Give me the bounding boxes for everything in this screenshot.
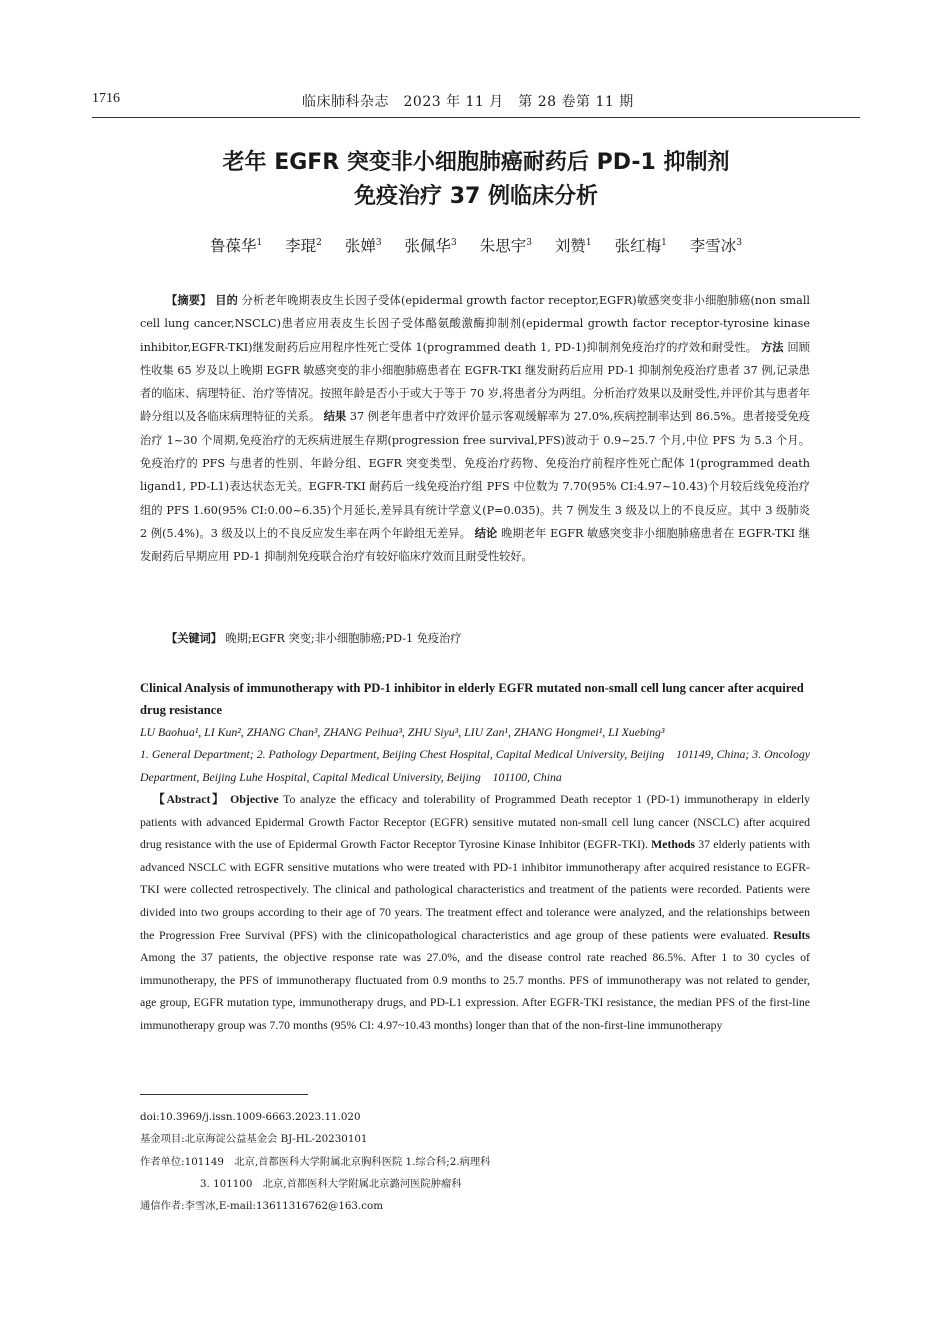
page-number: 1716 — [92, 91, 120, 106]
footnote-divider — [140, 1094, 308, 1095]
affiliation-line-2: 3. 101100 北京,首都医科大学附属北京潞河医院肿瘤科 — [200, 1177, 462, 1190]
author: 张佩华$^3$ — [404, 237, 457, 255]
objective-text-en: To analyze the efficacy and tolerability of Programmed Death receptor 1 (PD-1) immunotherapy in elderly patients with advanced Epidermal Growth Factor Receptor (EGFR) sensitive mutated non-small cell lung cancer (NSCLC) after acquired drug resistance with the use of Epidermal Growth Factor Receptor Tyrosine Kinase Inhibitor (EGFR-TKI). — [140, 792, 810, 852]
doi: doi:10.3969/j.issn.1009-6663.2023.11.020 — [140, 1111, 361, 1123]
objective-text: 分析老年晚期表皮生长因子受体(epidermal growth factor receptor,EGFR)敏感突变非小细胞肺癌(non small cell lung cancer,NSCLC)患者应用表皮生长因子受体酪氨酸激酶抑制剂(epidermal growth factor receptor-tyrosine kinase inhibitor,EGFR-TKI)继发耐药后应用程序性死亡受体 1(programmed death 1, PD-1)抑制剂免疫治疗的疗效和耐受性。 — [140, 294, 810, 354]
author: 张红梅$^1$ — [614, 237, 667, 255]
article-title — [92, 146, 860, 214]
author: 李琨$^2$ — [285, 237, 322, 255]
author-list — [92, 234, 860, 256]
methods-label: 方法 — [760, 340, 784, 354]
footnotes — [140, 1106, 810, 1217]
author: 刘赞$^1$ — [554, 237, 592, 255]
abstract-label: 【摘要】 — [166, 294, 212, 307]
author: 张婵$^3$ — [344, 237, 382, 255]
abstract-english — [140, 788, 810, 1037]
abstract-chinese — [140, 289, 810, 569]
results-label: 结果 — [323, 410, 347, 424]
abstract-label-en: 【Abstract】 — [153, 792, 226, 806]
running-header — [92, 89, 860, 118]
corresponding-author: 通信作者:李雪冰,E-mail:13611316762@163.com — [140, 1200, 383, 1213]
conclusion-text: 晚期老年 EGFR 敏感突变非小细胞肺癌患者在 EGFR-TKI 继发耐药后早期应用 PD-1 抑制剂免疫联合治疗有较好临床疗效而且耐受性较好。 — [140, 526, 810, 564]
fund-info: 基金项目:北京海淀公益基金会 BJ-HL-20230101 — [140, 1133, 368, 1146]
methods-text-en: 37 elderly patients with advanced NSCLC with EGFR sensitive mutations who were treated with PD-1 inhibitor immunotherapy after acquired resistance to EGFR-TKI were collected retrospectively. The clinical and pathological characteristics and treatment of the patients were recorded. Patients were divided into two groups according to their age of 70 years. The treatment effect and tolerance were analyzed, and the relationships between the Progression Free Survival (PFS) with the clinicopathological characteristics and age group of these patients were evaluated. — [140, 837, 811, 942]
author: 朱思宇$^3$ — [479, 237, 532, 255]
english-title: Clinical Analysis of immunotherapy with PD-1 inhibitor in elderly EGFR mutated non-small cell lung cancer after acquired drug resistance — [140, 681, 804, 717]
title-line-1: 老年 EGFR 突变非小细胞肺癌耐药后 PD-1 抑制剂 — [222, 150, 730, 175]
keywords-chinese — [140, 628, 810, 650]
english-affiliations: 1. General Department; 2. Pathology Department, Beijing Chest Hospital, Capital Medical University, Beijing 101149, China; 3. Oncology Department, Beijing Luhe Hospital, Capital Medical University, Beijing 101100, China — [140, 747, 810, 784]
conclusion-label: 结论 — [474, 526, 498, 540]
results-text-en: Among the 37 patients, the objective response rate was 27.0%, and the disease control rate reached 86.5%. After 1 to 30 cycles of immunotherapy, the PFS of immunotherapy fluctuated from 0.9 months to 25.7 months. PFS of immunotherapy was not related to gender, age group, EGFR mutation type, immunotherapy drugs, and PD-L1 expression. After EGFR-TKI resistance, the median PFS of the first-line immunotherapy group was 7.70 months (95% CI: 4.97~10.43 months) longer than that of the non-first-line immunotherapy — [140, 950, 810, 1032]
results-label-en: Results — [773, 927, 811, 942]
methods-text: 回顾性收集 65 岁及以上晚期 EGFR 敏感突变的非小细胞肺癌患者在 EGFR-TKI 继发耐药后应用 PD-1 抑制剂免疫治疗患者 37 例,记录患者的临床、病理特征、治疗等情况。按照年龄是否小于或大于等于 70 岁,将患者分为两组。分析治疗效果以及耐受性,并评价其与患者年龄分组以及各临床病理特征的关系。 — [140, 340, 810, 424]
results-text: 37 例老年患者中疗效评价显示客观缓解率为 27.0%,疾病控制率达到 86.5%。患者接受免疫治疗 1~30 个周期,免疫治疗的无疾病进展生存期(progression free survival,PFS)波动于 0.9~25.7 个月,中位 PFS 为 5.3 个月。免疫治疗的 PFS 与患者的性别、年龄分组、EGFR 突变类型、免疫治疗药物、免疫治疗前程序性死亡配体 1(programmed death ligand1, PD-L1)表达状态无关。EGFR-TKI 耐药后一线免疫治疗组 PFS 中位数为 7.70(95% CI:4.97~10.43)个月较后线免疫治疗组的 PFS 1.60(95% CI:0.00~6.35)个月延长,差异具有统计学意义(P=0.035)。共 7 例发生 3 级及以上的不良反应。其中 3 级肺炎 2 例(5.4%)。3 级及以上的不良反应发生率在两个年龄组无差异。 — [140, 410, 810, 540]
objective-label-en: Objective — [230, 792, 279, 806]
author: 李雪冰$^3$ — [689, 237, 743, 255]
title-line-2: 免疫治疗 37 例临床分析 — [354, 184, 598, 209]
english-authors: LU Baohua¹, LI Kun², ZHANG Chan³, ZHANG Peihua³, ZHU Siyu³, LIU Zan¹, ZHANG Hongmei¹, LI Xuebing³ — [140, 725, 665, 739]
objective-label: 目的 — [215, 294, 238, 307]
author: 鲁葆华$^1$ — [209, 237, 263, 255]
journal-info: 临床肺科杂志 2023 年 11 月 第 28 卷第 11 期 — [302, 94, 634, 110]
affiliation-line-1: 作者单位:101149 北京,首都医科大学附属北京胸科医院 1.综合科;2.病理科 — [140, 1155, 491, 1168]
keywords-label: 【关键词】 — [166, 632, 222, 645]
methods-label-en: Methods — [651, 837, 696, 852]
keywords-text: 晚期;EGFR 突变;非小细胞肺癌;PD-1 免疫治疗 — [225, 632, 462, 645]
